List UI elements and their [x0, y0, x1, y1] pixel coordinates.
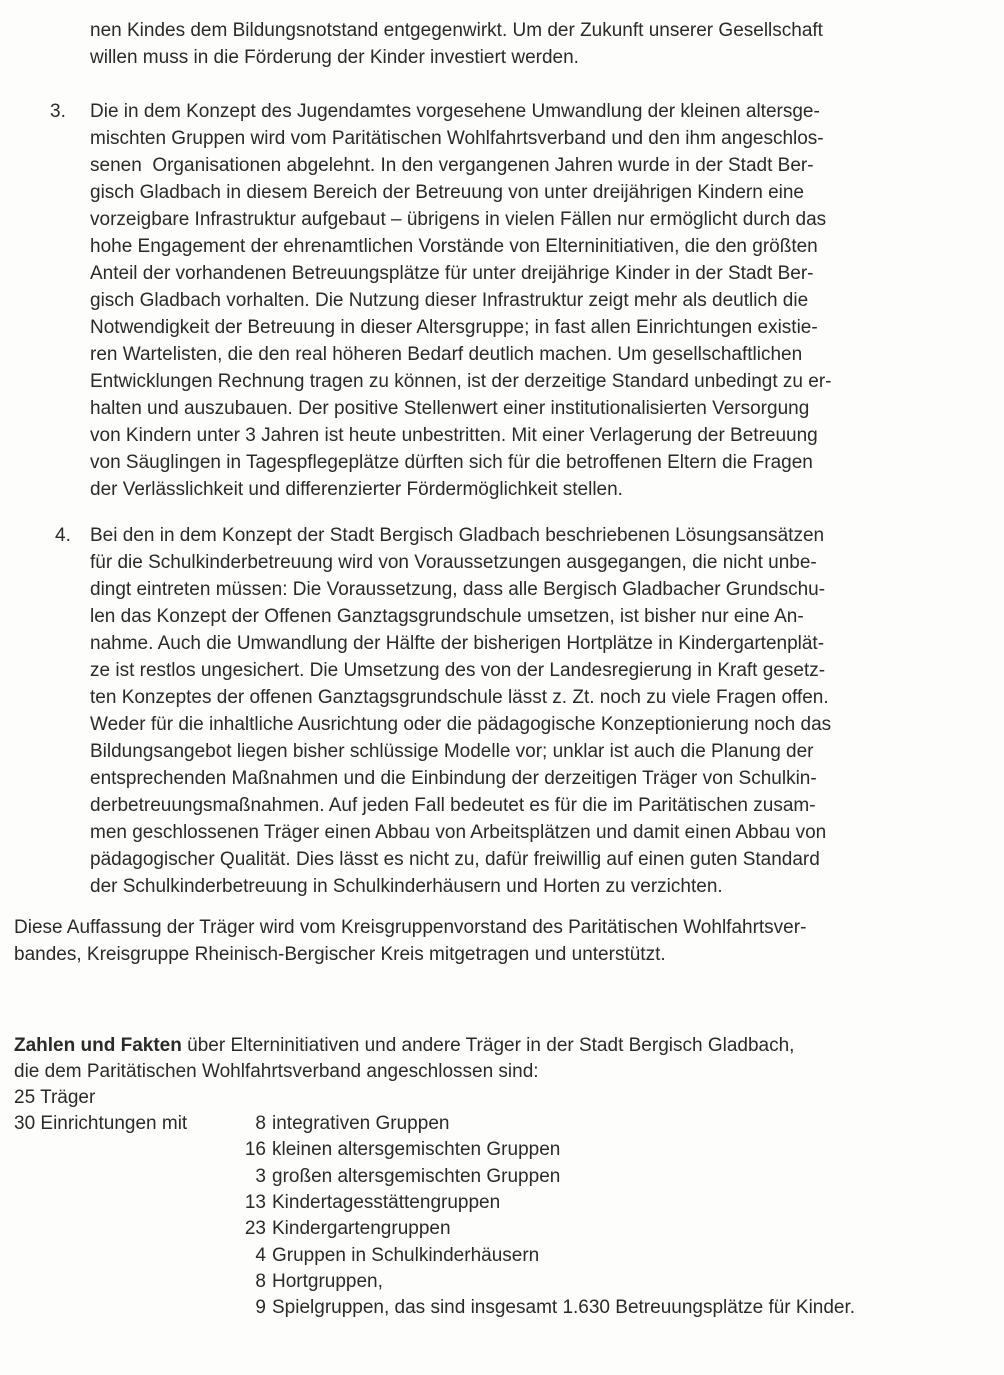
text-line: Anteil der vorhandenen Betreuungsplätze für unter dreijährige Kinder in der Stadt Ber-	[90, 263, 814, 284]
text-line: für die Schulkinderbetreuung wird von Voraussetzungen ausgegangen, die nicht unbe-	[90, 552, 817, 573]
group-count: 13	[244, 1191, 266, 1213]
group-label: integrativen Gruppen	[272, 1113, 450, 1134]
list-marker: 4.	[55, 525, 71, 546]
text-line: ten Konzeptes der offenen Ganztagsgrundschule lässt z. Zt. noch zu viele Fragen offen.	[90, 687, 829, 708]
text-line: pädagogischer Qualität. Dies lässt es nicht zu, dafür freiwillig auf einen guten Standard	[90, 849, 820, 870]
text-line: bandes, Kreisgruppe Rheinisch-Bergischer Kreis mitgetragen und unterstützt.	[14, 944, 666, 965]
facts-heading-line2: die dem Paritätischen Wohlfahrtsverband angeschlossen sind:	[14, 1061, 539, 1082]
group-count: 4	[255, 1244, 266, 1266]
group-count: 9	[255, 1297, 266, 1319]
text-line: Notwendigkeit der Betreuung in dieser Altersgruppe; in fast allen Einrichtungen existie-	[90, 317, 818, 338]
text-line: von Säuglingen in Tagespflegeplätze dürften sich für die betroffenen Eltern die Fragen	[90, 452, 813, 473]
text-line: len das Konzept der Offenen Ganztagsgrundschule umsetzen, ist bisher nur eine An-	[90, 606, 804, 627]
group-label: kleinen altersgemischten Gruppen	[272, 1139, 561, 1161]
text-line: willen muss in die Förderung der Kinder investiert werden.	[90, 47, 579, 68]
text-line: senen Organisationen abgelehnt. In den vergangenen Jahren wurde in der Stadt Ber-	[90, 155, 814, 176]
text-line: gisch Gladbach vorhalten. Die Nutzung dieser Infrastruktur zeigt mehr als deutlich die	[90, 290, 809, 311]
text-line: nen Kindes dem Bildungsnotstand entgegenwirkt. Um der Zukunft unserer Gesellschaft	[90, 20, 823, 41]
group-label: Spielgruppen, das sind insgesamt 1.630 Betreuungsplätze für Kinder.	[272, 1297, 856, 1319]
text-line: mischten Gruppen wird vom Paritätischen Wohlfahrtsverband und den ihm angeschlos-	[90, 128, 824, 149]
list-marker: 3.	[50, 101, 66, 122]
text-line: der Schulkinderbetreuung in Schulkinderhäusern und Horten zu verzichten.	[90, 876, 723, 897]
group-count: 3	[255, 1165, 266, 1187]
facts-heading-bold: Zahlen und Fakten	[14, 1035, 182, 1056]
group-label: Kindertagesstättengruppen	[272, 1191, 501, 1213]
text-line: hohe Engagement der ehrenamtlichen Vorstände von Elterninitiativen, die den größten	[90, 236, 818, 257]
text-line: Diese Auffassung der Träger wird vom Kreisgruppenvorstand des Paritätischen Wohlfahrtsver-	[14, 917, 807, 938]
text-line: der Verlässlichkeit und differenzierter Fördermöglichkeit stellen.	[90, 479, 623, 500]
text-line: Weder für die inhaltliche Ausrichtung oder die pädagogische Konzeptionierung noch das	[90, 714, 832, 735]
text-line: gisch Gladbach in diesem Bereich der Betreuung von unter dreijährigen Kindern eine	[90, 182, 804, 203]
text-line: ren Wartelisten, die den real höheren Bedarf deutlich machen. Um gesellschaftlichen	[90, 344, 803, 365]
text-line: entsprechenden Maßnahmen und die Einbindung der derzeitigen Träger von Schulkin-	[90, 768, 817, 789]
group-label: Gruppen in Schulkinderhäusern	[272, 1244, 540, 1266]
group-count: 16	[244, 1139, 266, 1161]
text-line: halten und auszubauen. Der positive Stellenwert einer institutionalisierten Versorgung	[90, 398, 810, 419]
group-count: 23	[244, 1218, 266, 1240]
einrichtungen-count: 30 Einrichtungen mit	[14, 1113, 188, 1134]
text-line: nahme. Auch die Umwandlung der Hälfte der bisherigen Hortplätze in Kindergartenplät-	[90, 633, 825, 654]
text-line: men geschlossenen Träger einen Abbau von Arbeitsplätzen und damit einen Abbau von	[90, 822, 827, 843]
text-line: derbetreuungsmaßnahmen. Auf jeden Fall bedeutet es für die im Paritätischen zusam-	[90, 795, 816, 816]
text-line: ze ist restlos ungesichert. Die Umsetzung des von der Landesregierung in Kraft gesetz-	[90, 660, 826, 681]
text-line: vorzeigbare Infrastruktur aufgebaut – übrigens in vielen Fällen nur ermöglicht durch das	[90, 209, 827, 230]
group-count: 8	[255, 1270, 266, 1292]
text-line: Entwicklungen Rechnung tragen zu können, ist der derzeitige Standard unbedingt zu er-	[90, 371, 832, 392]
group-count: 8	[255, 1113, 266, 1134]
group-label: großen altersgemischten Gruppen	[272, 1165, 561, 1187]
facts-heading-rest: über Elterninitiativen und andere Träger in der Stadt Bergisch Gladbach,	[181, 1035, 795, 1056]
text-line: Bei den in dem Konzept der Stadt Bergisch Gladbach beschriebenen Lösungsansätzen	[90, 525, 825, 546]
text-line: von Kindern unter 3 Jahren ist heute unbestritten. Mit einer Verlagerung der Betreuung	[90, 425, 818, 446]
group-label: Kindergartengruppen	[272, 1218, 451, 1240]
traeger-count: 25 Träger	[14, 1087, 96, 1108]
facts-heading	[14, 1032, 794, 1059]
text-line: dingt eintreten müssen: Die Voraussetzung, dass alle Bergisch Gladbacher Grundschu-	[90, 579, 826, 600]
group-label: Hortgruppen,	[272, 1270, 383, 1292]
text-line: Die in dem Konzept des Jugendamtes vorgesehene Umwandlung der kleinen altersge-	[90, 101, 820, 122]
text-line: Bildungsangebot liegen bisher schlüssige Modelle vor; unklar ist auch die Planung der	[90, 741, 814, 762]
